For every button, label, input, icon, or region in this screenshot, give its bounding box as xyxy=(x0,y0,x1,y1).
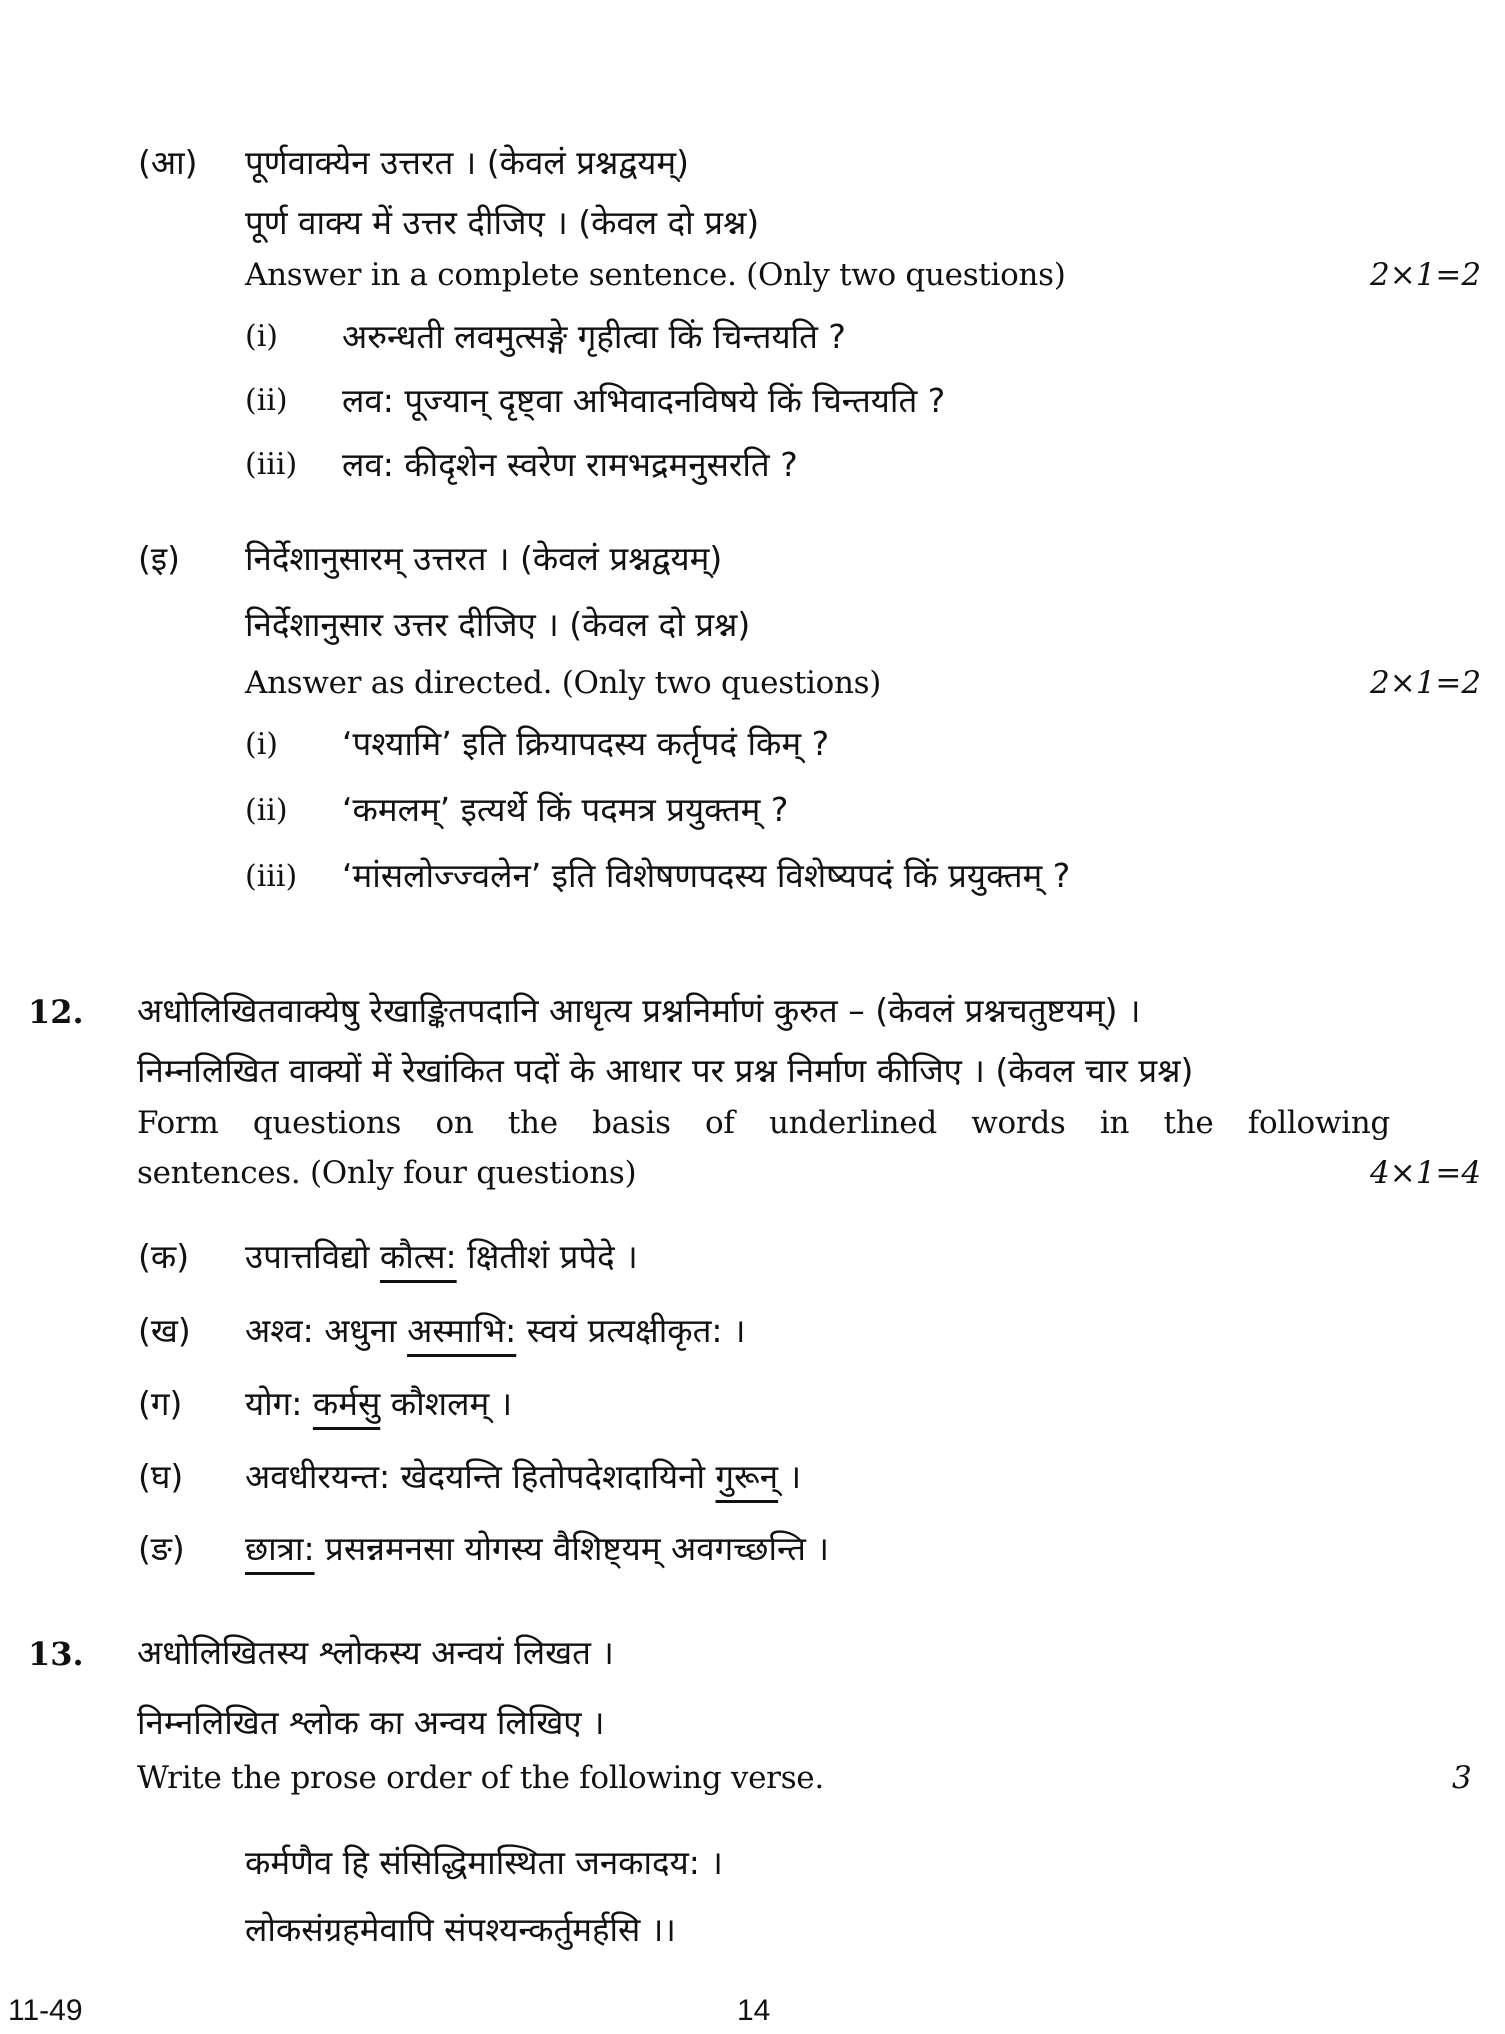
item-text: ‘कमलम्’ इत्यर्थे किं पदमत्र प्रयुक्तम् ? xyxy=(342,790,789,829)
word: underlined xyxy=(768,1105,937,1141)
word: questions xyxy=(252,1105,402,1141)
item-label: (क) xyxy=(138,1237,190,1276)
instruction-sanskrit: अधोलिखितस्य श्लोकस्य अन्वयं लिखत । xyxy=(137,1633,614,1672)
item-text xyxy=(245,1457,802,1496)
text-before: अवधीरयन्त: खेदयन्ति हितोपदेशदायिनो xyxy=(245,1457,716,1496)
text-after: स्वयं प्रत्यक्षीकृत: । xyxy=(516,1311,746,1350)
text-after: कौशलम् । xyxy=(380,1384,513,1423)
marks-label: 2×1=2 xyxy=(1370,257,1482,293)
instruction-english: Answer as directed. (Only two questions) xyxy=(245,665,882,701)
instruction-english-line2: sentences. (Only four questions) xyxy=(137,1155,637,1191)
paper-code: 11-49 xyxy=(8,1994,83,2027)
instruction-sanskrit: निर्देशानुसारम् उत्तरत । (केवलं प्रश्नद्वयम्) xyxy=(245,539,723,578)
item-text xyxy=(245,1384,513,1423)
item-label: (ङ) xyxy=(138,1529,185,1568)
text-after: क्षितीशं प्रपेदे । xyxy=(456,1237,638,1276)
item-number: (i) xyxy=(245,319,279,354)
instruction-english: Write the prose order of the following verse. xyxy=(137,1760,824,1796)
verse-line: लोकसंग्रहमेवापि संपश्यन्कर्तुमर्हसि ।। xyxy=(245,1910,676,1949)
item-text: अरुन्धती लवमुत्सङ्गे गृहीत्वा किं चिन्तयति ? xyxy=(342,317,846,356)
item-text xyxy=(245,1311,746,1350)
word: in xyxy=(1099,1105,1130,1141)
item-number: (iii) xyxy=(245,447,298,482)
item-label: (ग) xyxy=(138,1384,183,1423)
word: words xyxy=(971,1105,1066,1141)
item-text xyxy=(245,1529,829,1568)
instruction-english: Answer in a complete sentence. (Only two questions) xyxy=(245,257,1066,293)
item-number: (ii) xyxy=(245,793,288,828)
word: following xyxy=(1247,1105,1390,1141)
item-number: (ii) xyxy=(245,383,288,418)
item-text: लव: पूज्यान् दृष्ट्वा अभिवादनविषये किं चिन्तयति ? xyxy=(342,381,946,420)
word: the xyxy=(507,1105,558,1141)
question-number: 13. xyxy=(28,1635,84,1673)
word: basis xyxy=(592,1105,671,1141)
item-label: (ख) xyxy=(138,1311,191,1350)
marks-label: 2×1=2 xyxy=(1370,665,1482,701)
instruction-sanskrit: अधोलिखितवाक्येषु रेखाङ्कितपदानि आधृत्य प्रश्ननिर्माणं कुरुत – (केवलं प्रश्नचतुष्टयम्) । xyxy=(137,991,1141,1030)
instruction-english-line1 xyxy=(137,1105,1390,1141)
page-number: 14 xyxy=(737,1994,771,2027)
item-text xyxy=(245,1237,638,1276)
underlined-word: गुरून् xyxy=(715,1457,779,1496)
question-number: 12. xyxy=(28,993,84,1031)
instruction-hindi: निम्नलिखित वाक्यों में रेखांकित पदों के आधार पर प्रश्न निर्माण कीजिए । (केवल चार प्रश्न) xyxy=(137,1051,1194,1090)
text-after: । xyxy=(778,1457,802,1496)
item-text: ‘पश्यामि’ इति क्रियापदस्य कर्तृपदं किम् ? xyxy=(342,724,830,763)
underlined-word: अस्माभि: xyxy=(407,1311,517,1350)
verse-line: कर्मणैव हि संसिद्धिमास्थिता जनकादय: । xyxy=(245,1843,723,1882)
word: of xyxy=(705,1105,735,1141)
marks-label: 3 xyxy=(1452,1760,1472,1796)
underlined-word: कौत्स: xyxy=(379,1237,457,1276)
text-after: प्रसन्नमनसा योगस्य वैशिष्ट्यम् अवगच्छन्ति । xyxy=(314,1529,829,1568)
text-before: अश्व: अधुना xyxy=(245,1311,408,1350)
item-text: ‘मांसलोज्ज्वलेन’ इति विशेषणपदस्य विशेष्यपदं किं प्रयुक्तम् ? xyxy=(342,856,1071,895)
text-before: उपात्तविद्यो xyxy=(245,1237,380,1276)
item-text: लव: कीदृशेन स्वरेण रामभद्रमनुसरति ? xyxy=(342,445,798,484)
word: on xyxy=(435,1105,474,1141)
marks-label: 4×1=4 xyxy=(1370,1155,1482,1191)
item-number: (i) xyxy=(245,727,279,762)
text-before: योग: xyxy=(245,1384,313,1423)
instruction-hindi: निम्नलिखित श्लोक का अन्वय लिखिए । xyxy=(137,1703,605,1742)
section-label: (आ) xyxy=(138,143,198,182)
item-label: (घ) xyxy=(138,1457,184,1496)
underlined-word: छात्रा: xyxy=(245,1529,315,1568)
section-label: (इ) xyxy=(138,539,180,578)
item-number: (iii) xyxy=(245,859,298,894)
instruction-hindi: पूर्ण वाक्य में उत्तर दीजिए । (केवल दो प्रश्न) xyxy=(245,203,760,242)
underlined-word: कर्मसु xyxy=(312,1384,381,1423)
word: the xyxy=(1163,1105,1214,1141)
instruction-hindi: निर्देशानुसार उत्तर दीजिए । (केवल दो प्रश्न) xyxy=(245,605,751,644)
instruction-sanskrit: पूर्णवाक्येन उत्तरत । (केवलं प्रश्नद्वयम्) xyxy=(245,143,690,182)
word: Form xyxy=(137,1105,219,1141)
